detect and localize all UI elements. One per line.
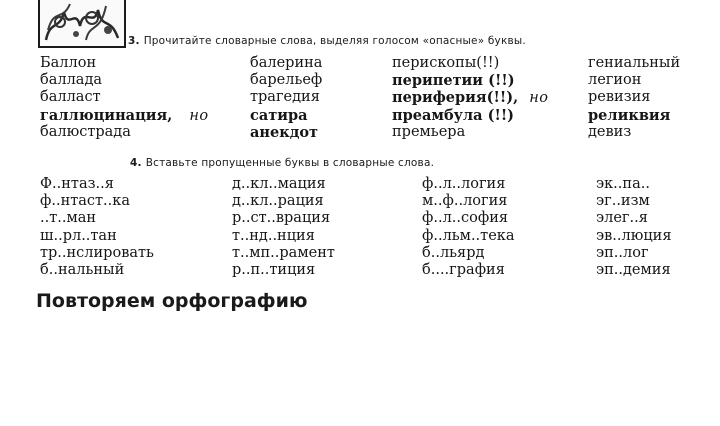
gap-word-item: ..т..ман	[40, 210, 97, 227]
word-item: перипетии (!!)	[392, 72, 515, 90]
word-item: барельеф	[250, 72, 323, 89]
task-4-column-3	[422, 176, 514, 279]
gap-word-item: р..ст..врация	[232, 210, 331, 227]
task-4-number: 4.	[130, 157, 142, 169]
word-item: балюстрада	[40, 123, 131, 140]
task-3-title-text: Прочитайте словарные слова, выделяя голосом «опасные» буквы.	[143, 35, 526, 47]
word-item: ревизия	[588, 89, 651, 106]
task-4-title-text: Вставьте пропущенные буквы в словарные слова.	[145, 157, 435, 169]
word-item: балласт	[40, 89, 101, 106]
task-4-column-1	[40, 176, 154, 279]
word-item-with-note	[392, 89, 548, 106]
gap-word-item: эв..люция	[596, 227, 672, 244]
word-item: девиз	[588, 123, 632, 140]
word-item: трагедия	[250, 89, 320, 106]
gap-word-item: ф..нтаст..ка	[40, 193, 130, 210]
gap-word-item: Ф..нтаз..я	[40, 176, 114, 192]
next-section-heading: Повторяем орфографию	[36, 290, 308, 312]
task-3-column-1	[40, 55, 209, 141]
word-item: преамбула (!!)	[392, 106, 515, 124]
note-but: но	[529, 90, 549, 107]
task-3-column-2	[250, 55, 322, 141]
gap-word-item: б....графия	[422, 261, 505, 278]
gap-word-item: б..льярд	[422, 244, 485, 261]
word-item: баллада	[40, 72, 103, 89]
gap-word-item: ф..льм..тека	[422, 227, 515, 244]
decorative-emblem	[38, 0, 126, 48]
gap-word-item: эк..па..	[596, 176, 650, 192]
task-3-title	[128, 35, 526, 47]
gap-word-item: эп..лог	[596, 244, 649, 261]
gap-word-item: д..кл..мация	[232, 176, 326, 192]
word-item: сатира	[250, 106, 308, 124]
word-item: периферия(!!),	[392, 89, 519, 107]
word-item: перископы(!!)	[392, 55, 500, 71]
gap-word-item: т..нд..нция	[232, 227, 315, 244]
task-3-number: 3.	[128, 35, 140, 47]
gap-word-item: т..мп..рамент	[232, 244, 335, 261]
word-item-with-note	[40, 107, 209, 124]
word-item: Баллон	[40, 55, 97, 71]
word-item: гениальный	[588, 55, 681, 71]
gap-word-item: б..нальный	[40, 261, 125, 278]
gap-word-item: ш..рл..тан	[40, 227, 117, 244]
word-item: анекдот	[250, 123, 319, 141]
gap-word-item: тр..нслировать	[40, 244, 154, 261]
task-3-column-4	[588, 55, 680, 141]
word-item: галлюцинация,	[40, 106, 173, 124]
task-3-column-3	[392, 55, 548, 141]
task-4-column-2	[232, 176, 335, 279]
gap-word-item: р..п..тиция	[232, 261, 316, 278]
gap-word-item: элег..я	[596, 210, 648, 227]
task-4-column-4	[596, 176, 671, 279]
task-4-title	[130, 157, 434, 169]
word-item: реликвия	[588, 106, 671, 124]
word-item: премьера	[392, 123, 466, 140]
gap-word-item: д..кл..рация	[232, 193, 324, 210]
gap-word-item: м..ф..логия	[422, 193, 508, 210]
next-section-heading-clipped	[36, 289, 336, 312]
gap-word-item: эг..изм	[596, 193, 650, 210]
word-item: балерина	[250, 55, 323, 71]
note-but: но	[189, 107, 209, 124]
gap-word-item: эп..демия	[596, 261, 671, 278]
gap-word-item: ф..л..логия	[422, 176, 506, 192]
gap-word-item: ф..л..софия	[422, 210, 509, 227]
word-item: легион	[588, 72, 642, 89]
